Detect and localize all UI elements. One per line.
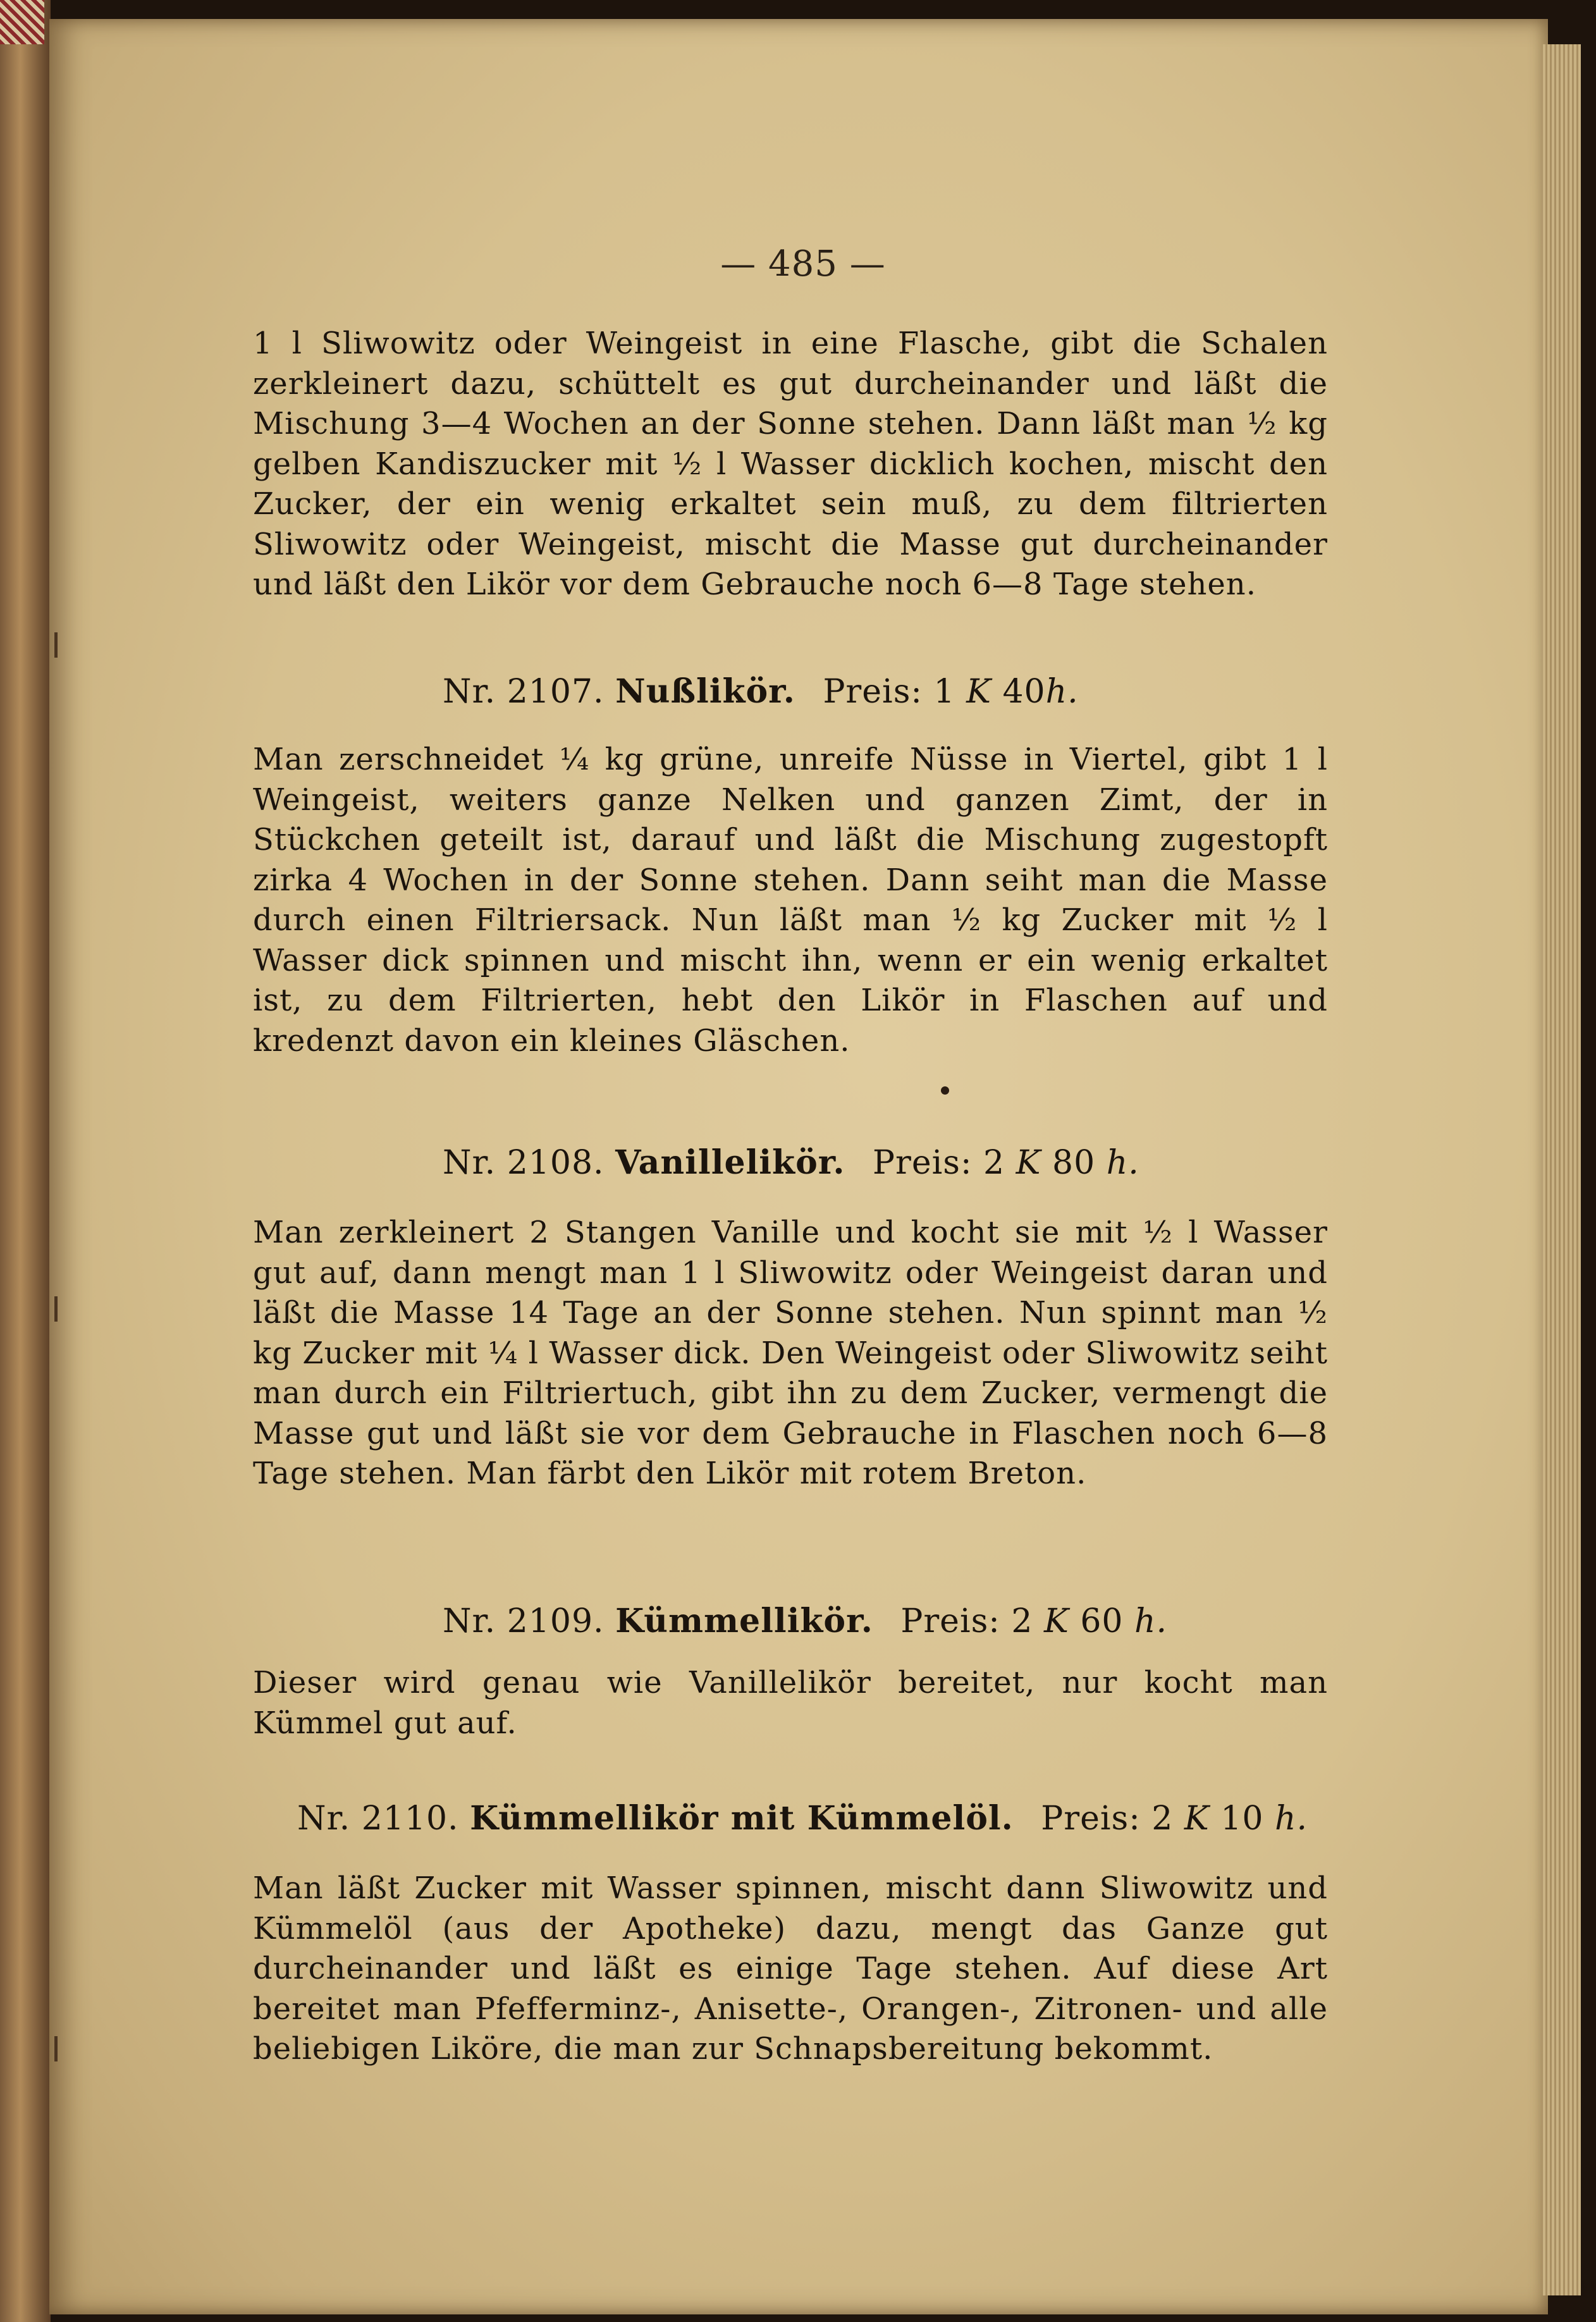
recipe-body-2107: Man zerschneidet ¼ kg grüne, unreife Nüsse in Viertel, gibt 1 l Weingeist, weiters ganze Nelken und ganzen Zimt, der in Stückchen geteilt ist, darauf und läßt die Mischung zugestopft zirka 4 Wochen in der Sonne stehen. Dann seiht man die Masse durch einen Filtriersack. Nun läßt man ½ kg Zucker mit ½ l Wasser dick spinnen und mischt ihn, wenn er ein wenig erkaltet ist, zu dem Filtrierten, hebt den Likör in Flaschen auf und kredenzt davon ein kleines Gläschen. [253, 742, 1328, 1059]
price-amount-k: 2 [1011, 1602, 1033, 1640]
recipe-heading-2107 [443, 672, 1079, 711]
recipe-heading-2109 [443, 1602, 1167, 1640]
price-unit-h: h. [1275, 1800, 1308, 1838]
ink-dot [941, 1086, 949, 1095]
price-unit-k: K [1043, 1602, 1069, 1640]
price-amount-k: 2 [1151, 1800, 1174, 1838]
price-amount-h: 60 [1080, 1602, 1124, 1640]
price-unit-k: K [1184, 1800, 1210, 1838]
price-unit-k: K [966, 673, 991, 711]
margin-mark [54, 1296, 58, 1322]
price-amount-h: 80 [1052, 1144, 1096, 1182]
price-label: Preis: [873, 1144, 973, 1182]
left-page-edge [0, 0, 51, 2322]
price-unit-h: h. [1045, 673, 1079, 711]
price-amount-h: 40 [1002, 673, 1046, 711]
recipe-title: Kümmellikör mit Kümmelöl. [470, 1799, 1014, 1838]
margin-mark [54, 2036, 58, 2061]
recipe-title: Kümmellikör. [615, 1602, 873, 1640]
recipe-number: Nr. 2110. [297, 1800, 459, 1838]
price-amount-k: 1 [933, 673, 955, 711]
price-unit-k: K [1016, 1144, 1041, 1182]
page-number: — 485 — [720, 243, 886, 285]
recipe-heading-2110 [297, 1799, 1308, 1838]
recipe-number: Nr. 2109. [443, 1602, 605, 1640]
recipe-title: Nußlikör. [615, 672, 795, 711]
page-stack-edge [1543, 44, 1581, 2295]
price-label: Preis: [900, 1602, 1000, 1640]
recipe-body-2108: Man zerkleinert 2 Stangen Vanille und kocht sie mit ½ l Wasser gut auf, dann mengt man 1 l Sliwowitz oder Weingeist daran und läßt die Masse 14 Tage an der Sonne stehen. Nun spinnt man ½ kg Zucker mit ¼ l Wasser dick. Den Weingeist oder Sliwowitz seiht man durch ein Filtriertuch, gibt ihn zu dem Zucker, vermengt die Masse gut und läßt sie vor dem Gebrauche in Flaschen noch 6—8 Tage stehen. Man färbt den Likör mit rotem Breton. [253, 1215, 1328, 1491]
recipe-title: Vanillelikör. [615, 1143, 845, 1182]
price-amount-k: 2 [983, 1144, 1005, 1182]
recipe-heading-2108 [443, 1143, 1139, 1182]
price-unit-h: h. [1134, 1602, 1168, 1640]
recipe-number: Nr. 2107. [443, 673, 605, 711]
margin-mark [54, 632, 58, 658]
recipe-body-2109: Dieser wird genau wie Vanillelikör bereitet, nur kocht man Kümmel gut auf. [253, 1665, 1328, 1741]
paragraph-continuation: 1 l Sliwowitz oder Weingeist in eine Flasche, gibt die Schalen zerkleinert dazu, schüttelt es gut durcheinander und läßt die Mischung 3—4 Wochen an der Sonne stehen. Dann läßt man ½ kg gelben Kandiszucker mit ½ l Wasser dicklich kochen, mischt den Zucker, der ein wenig erkaltet sein muß, zu dem filtrierten Sliwowitz oder Weingeist, mischt die Masse gut durcheinander und läßt den Likör vor dem Gebrauche noch 6—8 Tage stehen. [253, 326, 1328, 602]
price-unit-h: h. [1106, 1144, 1139, 1182]
recipe-body-2110: Man läßt Zucker mit Wasser spinnen, mischt dann Sliwowitz und Kümmelöl (aus der Apotheke) dazu, mengt das Ganze gut durcheinander und läßt es einige Tage stehen. Auf diese Art bereitet man Pfefferminz-, Anisette-, Orangen-, Zitronen- und alle beliebigen Liköre, die man zur Schnapsbereitung bekommt. [253, 1870, 1328, 2067]
price-label: Preis: [823, 673, 923, 711]
price-amount-h: 10 [1220, 1800, 1264, 1838]
recipe-number: Nr. 2108. [443, 1144, 605, 1182]
price-label: Preis: [1041, 1800, 1141, 1838]
